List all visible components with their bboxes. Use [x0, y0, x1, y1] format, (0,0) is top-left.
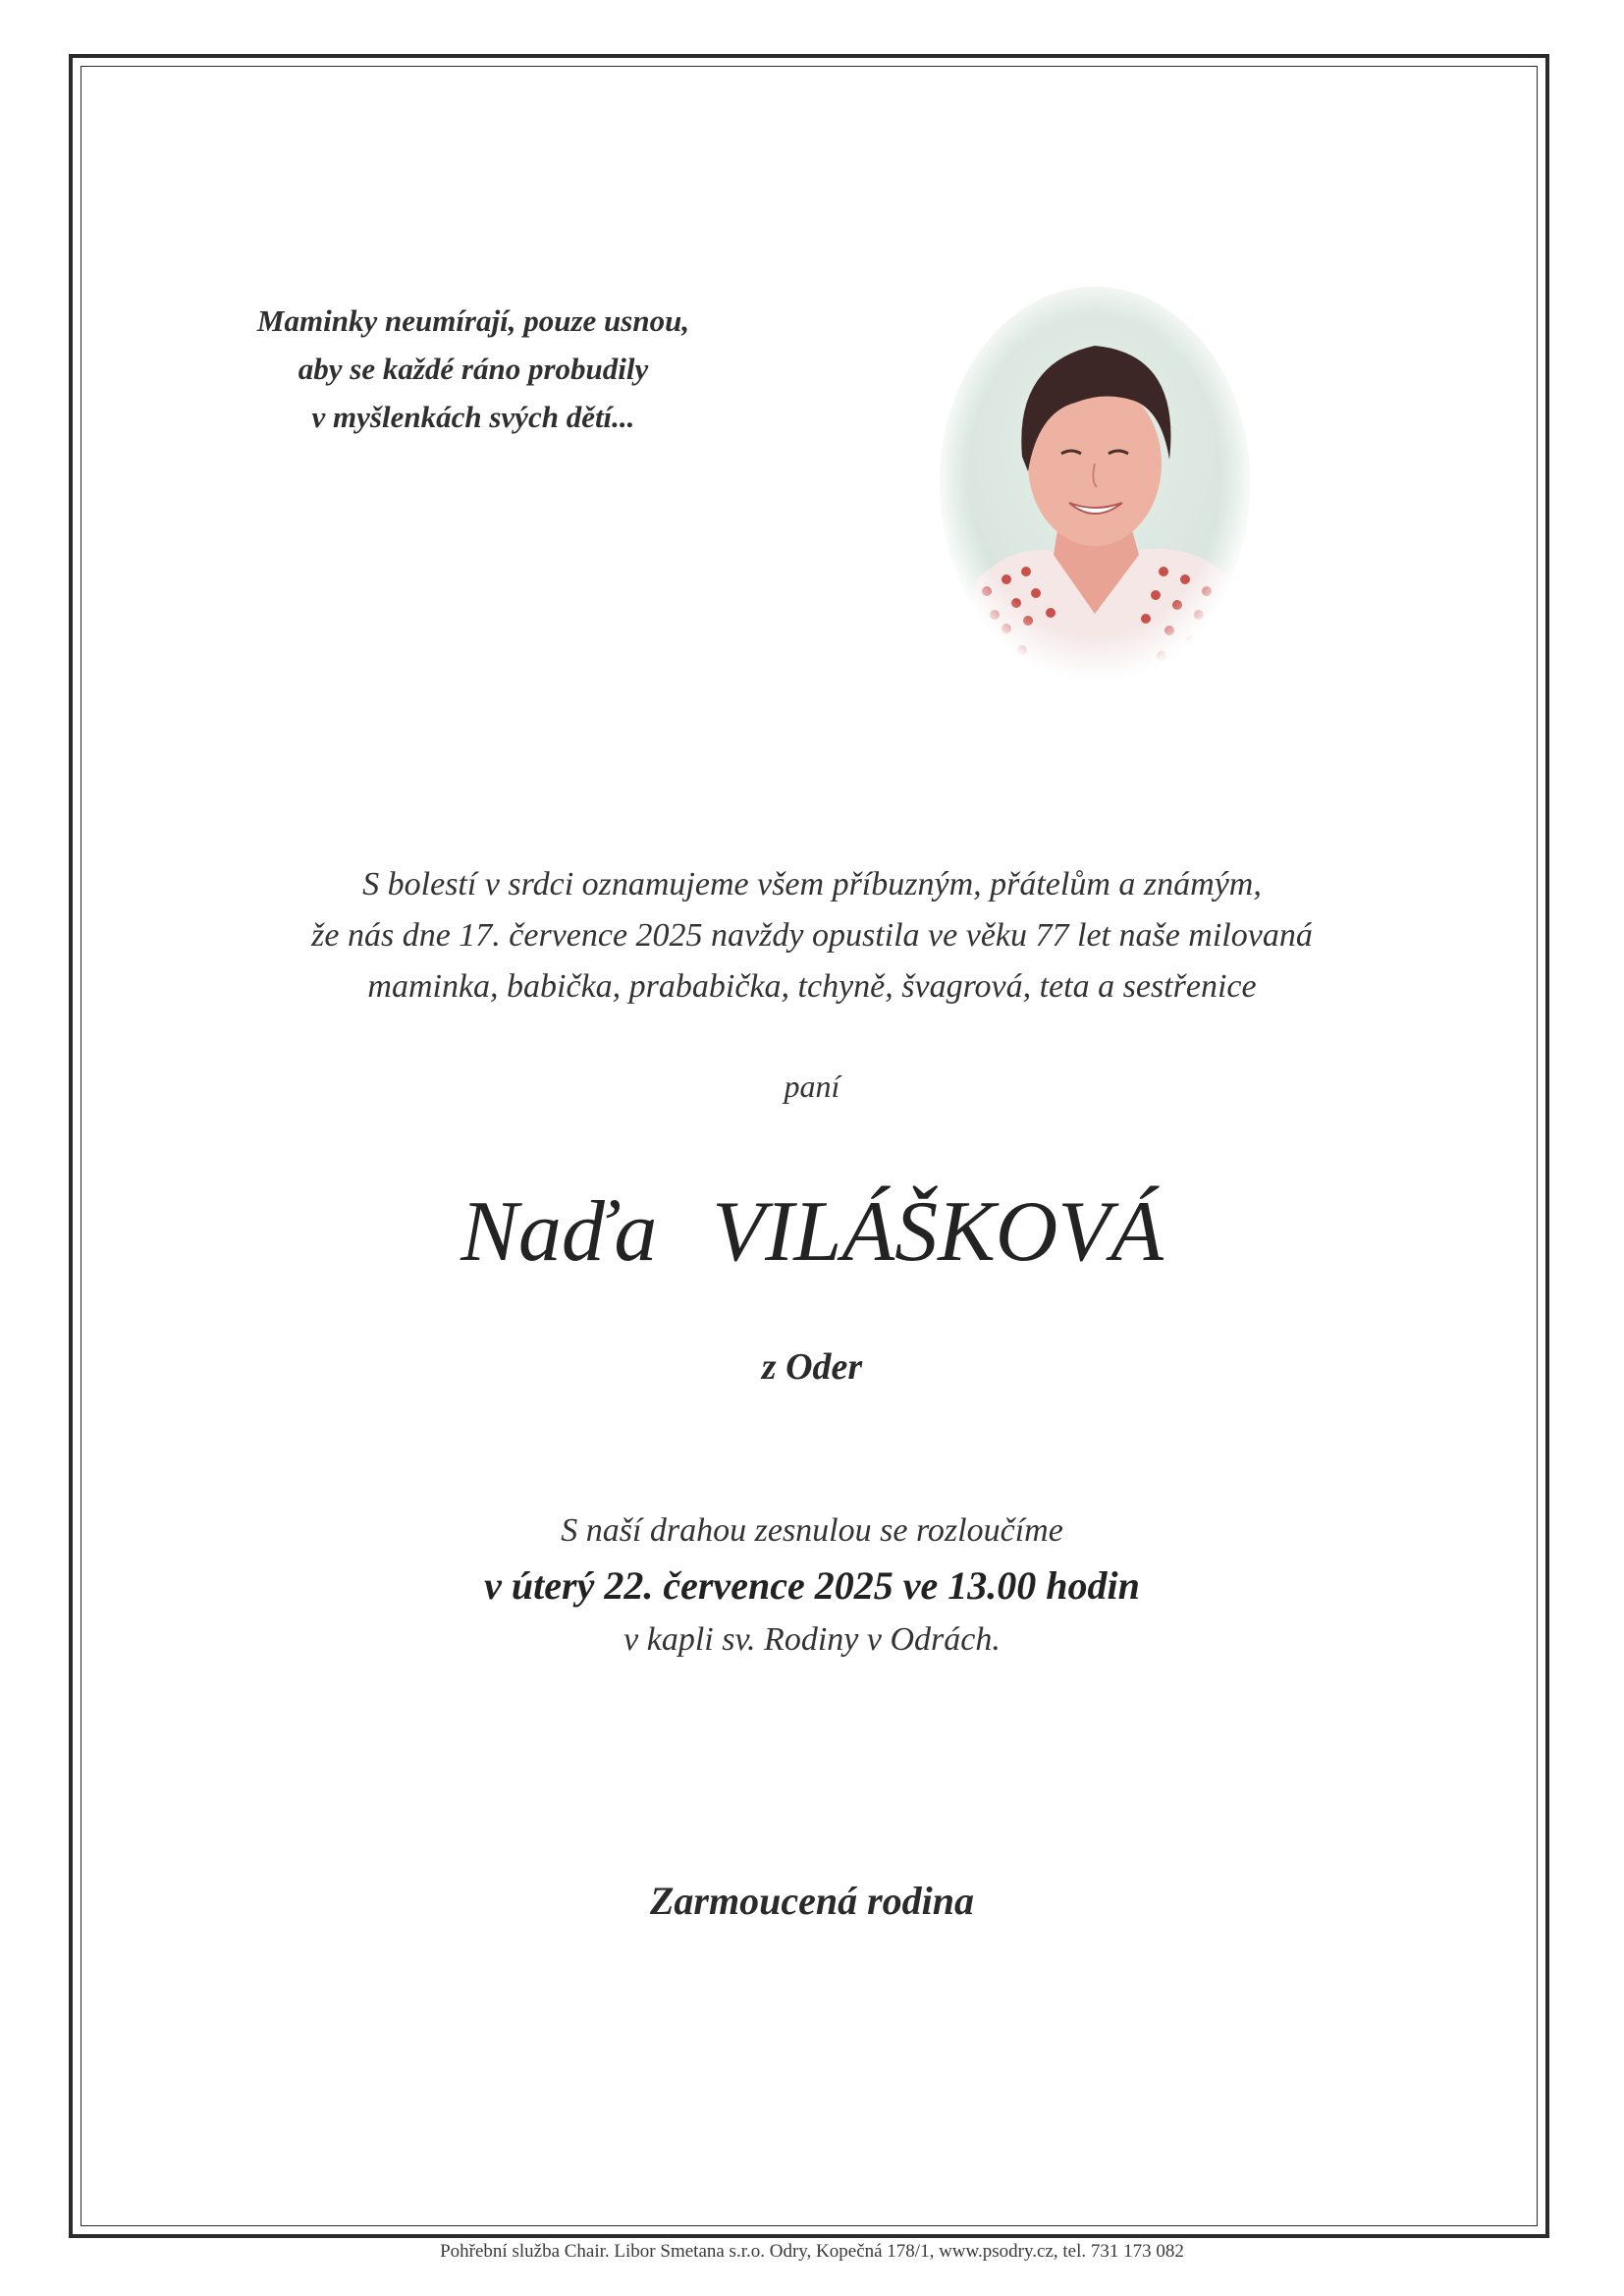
funeral-service-footer: Pohřební služba Chair. Libor Smetana s.r.o. Odry, Kopečná 178/1, www.psodry.cz, tel. 731 173 082 — [440, 2241, 1184, 2262]
ceremony-datetime: v úterý 22. července 2025 ve 13.00 hodin — [484, 1563, 1140, 1608]
death-announcement-text — [174, 859, 1450, 1012]
honorific: paní — [784, 1068, 840, 1104]
deceased-last-name: VILÁŠKOVÁ — [712, 1184, 1164, 1280]
portrait-photo-icon — [938, 285, 1252, 683]
quote-line: Maminky neumírají, pouze usnou, — [256, 303, 690, 338]
deceased-first-name: Naďa — [460, 1184, 658, 1280]
deceased-name — [295, 1183, 1329, 1282]
quote-line: aby se každé ráno probudily — [298, 352, 649, 386]
ceremony-intro: S naší drahou zesnulou se rozloučíme — [561, 1512, 1063, 1549]
deceased-origin: z Oder — [761, 1346, 863, 1388]
farewell-ceremony — [272, 1504, 1352, 1666]
announcement-line: S bolestí v srdci oznamujeme všem příbuzným, přátelům a známým, — [362, 866, 1262, 902]
announcement-line: maminka, babička, prababička, tchyně, švagrová, teta a sestřenice — [367, 968, 1257, 1005]
family-signature: Zarmoucená rodina — [649, 1879, 975, 1923]
memorial-quote — [228, 297, 719, 441]
quote-line: v myšlenkách svých dětí... — [311, 400, 635, 434]
ceremony-place: v kapli sv. Rodiny v Odrách. — [623, 1621, 1001, 1658]
announcement-line: že nás dne 17. července 2025 navždy opustila ve věku 77 let naše milovaná — [311, 917, 1313, 954]
